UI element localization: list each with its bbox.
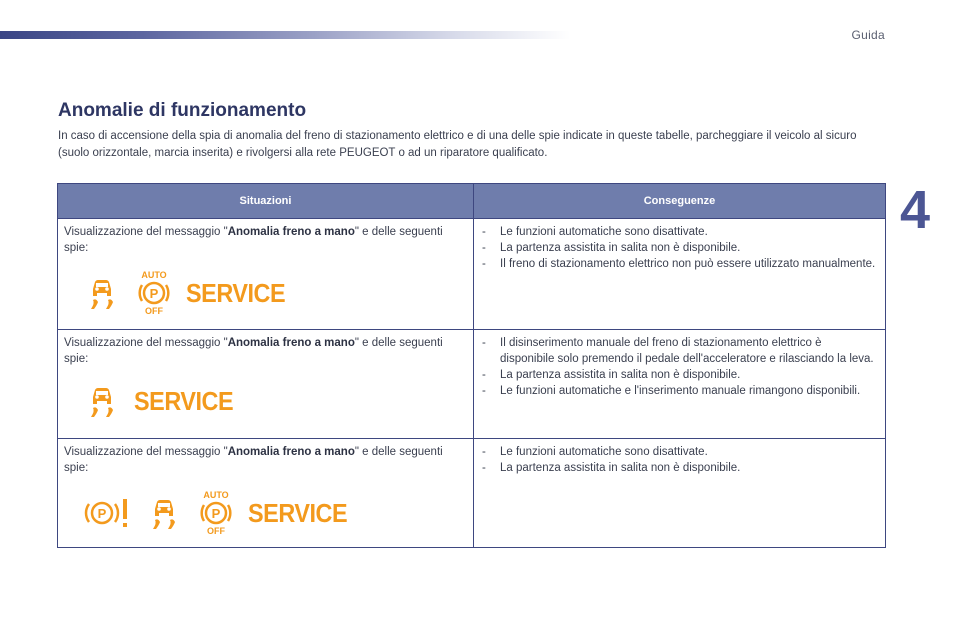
svg-text:AUTO: AUTO bbox=[141, 270, 167, 280]
warning-icons bbox=[82, 490, 467, 536]
header-gradient-bar bbox=[0, 31, 570, 39]
warning-icons bbox=[82, 270, 467, 316]
service-icon: SERVICE bbox=[186, 278, 286, 308]
list-item: - Le funzioni automatiche sono disattivate. bbox=[480, 444, 879, 460]
header-conseguenze: Conseguenze bbox=[474, 184, 886, 219]
service-icon: SERVICE bbox=[248, 498, 348, 528]
situation-cell bbox=[58, 330, 474, 439]
situation-message: Visualizzazione del messaggio "Anomalia freno a mano" e delle seguenti spie: bbox=[64, 337, 443, 365]
consequence-list bbox=[480, 444, 879, 476]
skid-icon bbox=[82, 381, 122, 421]
list-item: - Le funzioni automatiche sono disattivate. bbox=[480, 224, 879, 240]
list-item: - La partenza assistita in salita non è disponibile. bbox=[480, 367, 879, 383]
svg-text:P: P bbox=[211, 506, 221, 521]
situation-cell bbox=[58, 439, 474, 548]
consequence-cell bbox=[474, 219, 886, 330]
consequence-list bbox=[480, 335, 879, 399]
svg-text:OFF: OFF bbox=[207, 526, 225, 536]
parking-brake-fault-icon bbox=[82, 493, 132, 533]
svg-text:P: P bbox=[149, 286, 159, 301]
consequence-cell bbox=[474, 330, 886, 439]
consequence-list bbox=[480, 224, 879, 272]
auto-p-off-icon bbox=[134, 270, 174, 316]
list-item: - Le funzioni automatiche e l'inserimento manuale rimangono disponibili. bbox=[480, 383, 879, 399]
table-row bbox=[58, 219, 886, 330]
situation-cell bbox=[58, 219, 474, 330]
skid-icon bbox=[144, 493, 184, 533]
svg-text:P: P bbox=[97, 506, 107, 521]
warning-icons bbox=[82, 381, 467, 421]
table-header-row bbox=[58, 184, 886, 219]
page-title: Anomalie di funzionamento bbox=[58, 100, 307, 121]
situation-message: Visualizzazione del messaggio "Anomalia freno a mano" e delle seguenti spie: bbox=[64, 226, 443, 254]
header-situazioni: Situazioni bbox=[58, 184, 474, 219]
service-icon: SERVICE bbox=[134, 386, 234, 416]
intro-paragraph: In caso di accensione della spia di anomalia del freno di stazionamento elettrico e di una delle spie indicate in queste tabelle, parcheggiare il veicolo al sicuro (suolo orizzontale, marcia inserita) e rivolgersi alla rete PEUGEOT o ad un riparatore qualificato. bbox=[58, 130, 857, 159]
situation-message: Visualizzazione del messaggio "Anomalia freno a mano" e delle seguenti spie: bbox=[64, 446, 443, 474]
skid-icon bbox=[82, 273, 122, 313]
table-row bbox=[58, 439, 886, 548]
list-item: - La partenza assistita in salita non è disponibile. bbox=[480, 460, 879, 476]
svg-text:AUTO: AUTO bbox=[203, 490, 229, 500]
consequence-cell bbox=[474, 439, 886, 548]
chapter-number: 4 bbox=[900, 180, 931, 240]
list-item: - Il freno di stazionamento elettrico non può essere utilizzato manualmente. bbox=[480, 256, 879, 272]
list-item: - La partenza assistita in salita non è disponibile. bbox=[480, 240, 879, 256]
svg-text:OFF: OFF bbox=[145, 306, 163, 316]
list-item: - Il disinserimento manuale del freno di stazionamento elettrico è disponibile solo premendo il pedale dell'acceleratore e rilasciando la leva. bbox=[480, 335, 879, 367]
faults-table bbox=[57, 183, 886, 548]
section-label: Guida bbox=[851, 28, 885, 42]
table-row bbox=[58, 330, 886, 439]
auto-p-off-icon bbox=[196, 490, 236, 536]
